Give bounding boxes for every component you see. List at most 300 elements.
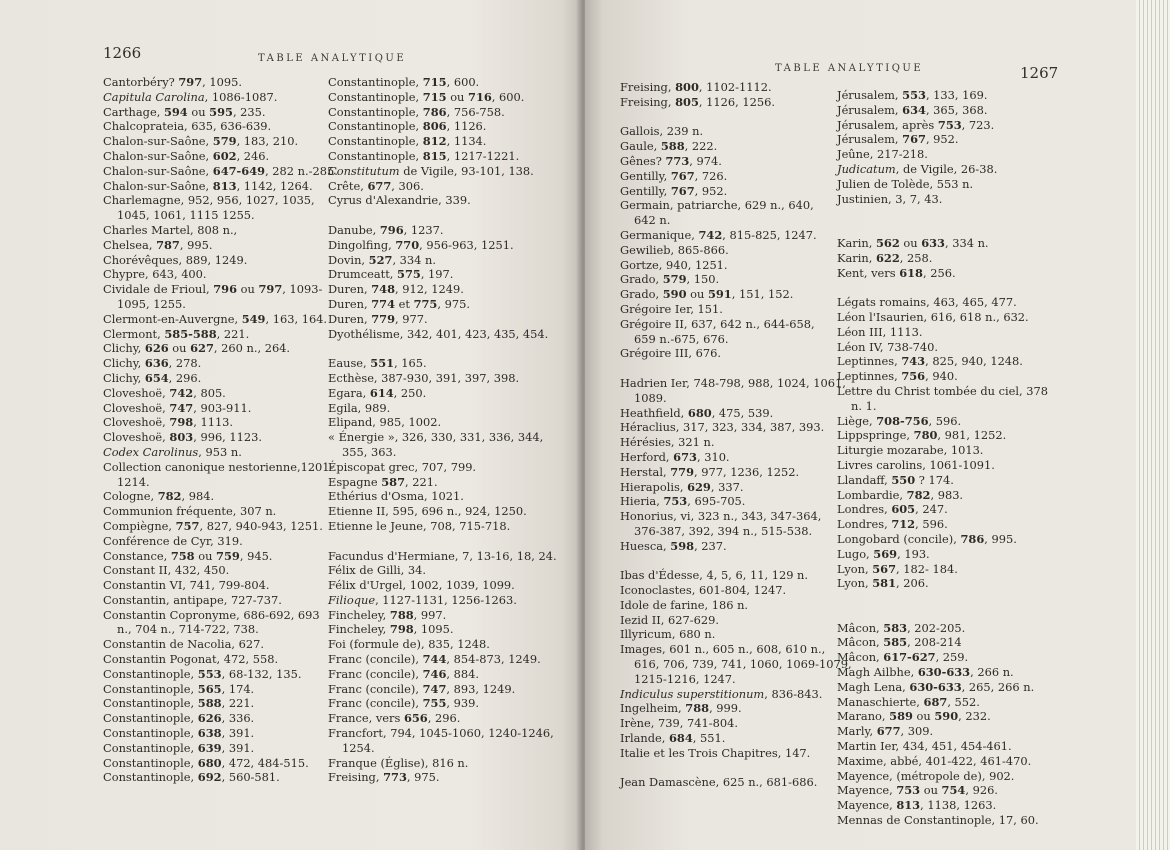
entry-text: Mâcon,: [837, 650, 884, 665]
entry-gap: [837, 206, 1047, 221]
entry-text: et: [395, 296, 414, 311]
entry-pages: , 296.: [168, 370, 202, 385]
index-entry: [103, 253, 323, 268]
index-entry: [328, 622, 568, 637]
entry-pages: , 163, 164.: [265, 311, 328, 326]
index-entry: [620, 450, 835, 465]
index-entry: [620, 243, 835, 258]
index-entry: [837, 458, 1047, 473]
entry-text: Espagne: [328, 474, 382, 489]
index-entry: [328, 356, 568, 371]
entry-pages: , 296.: [427, 711, 461, 726]
entry-pages: , 903-911.: [193, 400, 252, 415]
index-entry: [103, 75, 323, 90]
entry-text: Léon IV, 738-740.: [837, 339, 939, 354]
entry-text: Clichy,: [103, 370, 145, 385]
entry-text: Grado,: [620, 287, 663, 302]
entry-year: 647-649: [212, 163, 266, 178]
entry-pages: , 805.: [193, 385, 226, 400]
index-entry: [103, 163, 338, 179]
entry-text: Crête,: [328, 178, 368, 193]
entry-pages: , 278.: [168, 356, 202, 371]
entry-pages: , 1113.: [193, 415, 234, 430]
index-entry: [103, 105, 323, 120]
index-entry: [103, 519, 323, 534]
index-entry: [328, 711, 568, 726]
entry-text: Constantinople,: [328, 119, 423, 134]
entry-text: Mennas de Constantinople, 17, 60.: [837, 813, 1039, 828]
index-entry: [837, 266, 1047, 281]
entry-text: Mayence, (métropole de), 902.: [837, 768, 1015, 783]
entry-year: 636: [144, 356, 169, 371]
entry-text: Lippspringe,: [837, 428, 914, 443]
entry-text: 1045, 1061, 1115 1255.: [117, 208, 255, 223]
entry-pages: , 306.: [391, 178, 424, 193]
index-entry: [328, 327, 568, 342]
index-column-left-2: [328, 75, 568, 785]
entry-year: 775: [413, 296, 438, 311]
index-entry: [328, 297, 568, 312]
entry-pages: , 952.: [694, 183, 728, 198]
index-entry: [103, 682, 323, 697]
entry-text: Hadrien Ier, 748-798, 988, 1024, 1061,: [620, 375, 846, 390]
entry-pages: , 221.: [221, 696, 255, 711]
index-entry: [328, 238, 568, 253]
entry-year: 815: [422, 148, 447, 163]
entry-text: Chorévêques, 889, 1249.: [103, 252, 248, 267]
index-entry: [837, 562, 1047, 577]
entry-year: 712: [891, 517, 916, 532]
entry-text: Franque (Église), 816 n.: [328, 755, 469, 770]
entry-text: Constance,: [103, 548, 171, 563]
entry-text: Irène, 739, 741-804.: [620, 716, 738, 731]
entry-text: Mayence,: [837, 798, 897, 813]
entry-text: Constantinople,: [103, 755, 198, 770]
entry-text: Grado,: [620, 272, 663, 287]
entry-gap: [837, 221, 1047, 236]
entry-text: Constantinople,: [103, 770, 198, 785]
index-entry: [328, 223, 568, 238]
index-entry-continuation: [620, 524, 835, 539]
index-entry: [620, 494, 835, 509]
entry-year: 755: [422, 696, 447, 711]
entry-pages: , 232.: [958, 709, 991, 724]
entry-text: Maxime, abbé, 401-422, 461-470.: [837, 753, 1032, 768]
entry-pages: , 560-581.: [221, 770, 280, 785]
entry-year: 756: [901, 369, 926, 384]
entry-text: 355, 363.: [342, 444, 397, 459]
entry-text: ou: [168, 341, 191, 356]
index-entry: [328, 519, 568, 534]
index-entry: [103, 193, 323, 208]
index-entry: [620, 154, 835, 169]
entry-pages: , 552.: [947, 694, 980, 709]
index-entry: [328, 401, 568, 416]
entry-pages: , 1142, 1264.: [236, 178, 313, 193]
entry-pages: , 1102-1112.: [698, 80, 772, 94]
entry-year: 590: [662, 287, 687, 302]
entry-pages: , 1086-1087.: [204, 89, 278, 104]
entry-pages: , 975.: [406, 770, 440, 785]
index-entry: [328, 460, 568, 475]
index-entry: [328, 489, 568, 504]
entry-text: Légats romains, 463, 465, 477.: [837, 295, 1017, 310]
entry-text: Grégoire II, 637, 642 n., 644-658,: [620, 316, 815, 331]
index-entry-continuation: [620, 672, 835, 687]
entry-year: 585: [883, 635, 908, 650]
entry-pages: , 854-873, 1249.: [446, 652, 541, 667]
entry-year: 589: [889, 709, 913, 724]
entry-year: 579: [662, 272, 687, 287]
entry-year: 638: [197, 726, 222, 741]
index-entry: [837, 576, 1047, 591]
entry-text: 376-387, 392, 394 n., 515-538.: [634, 523, 813, 538]
index-entry: [328, 415, 568, 430]
index-column-right-2: [837, 88, 1047, 828]
entry-gap: [837, 591, 1047, 606]
entry-year: 630-633: [909, 679, 962, 694]
entry-pages: , 197.: [420, 267, 454, 282]
entry-pages: , 250.: [393, 385, 427, 400]
index-entry: [837, 88, 1047, 103]
entry-pages: , 208-214: [907, 635, 962, 650]
index-entry: [837, 709, 1047, 724]
index-entry: [837, 325, 1047, 340]
index-column-right-1: [620, 80, 852, 790]
entry-pages: , 1127-1131, 1256-1263.: [375, 592, 517, 607]
entry-text: Constantinople,: [103, 666, 198, 681]
index-entry: [103, 341, 323, 356]
entry-pages: , 202-205.: [907, 620, 966, 635]
entry-year: 757: [175, 518, 200, 533]
index-entry: [837, 132, 1047, 147]
entry-text: Dingolfing,: [328, 237, 396, 252]
entry-pages: , 133, 169.: [925, 88, 988, 102]
entry-text: Marano,: [837, 709, 890, 724]
index-entry: [328, 134, 568, 149]
index-entry: [837, 147, 1047, 162]
index-entry: [620, 198, 835, 213]
index-entry: [620, 169, 835, 184]
entry-year: 754: [941, 783, 966, 798]
entry-year: 595: [209, 104, 233, 119]
index-entry: [620, 139, 835, 154]
running-head-left: TABLE ANALYTIQUE: [258, 53, 407, 64]
entry-text: Charlemagne, 952, 956, 1027, 1035,: [103, 193, 315, 208]
index-entry: [620, 346, 835, 361]
entry-pages: , 1217-1221.: [446, 148, 520, 163]
entry-pages: , 334 n.: [944, 235, 989, 250]
entry-year: 598: [670, 538, 695, 553]
entry-year: 759: [216, 548, 240, 563]
entry-pages: , 1095.: [413, 622, 454, 637]
entry-year: 585-588: [164, 326, 217, 341]
entry-text: Lombardie,: [837, 487, 907, 502]
entry-text: Egila, 989.: [328, 400, 391, 415]
index-entry: [103, 459, 334, 475]
entry-text: Constantinople,: [328, 148, 423, 163]
entry-text: Lyon,: [837, 561, 873, 576]
entry-year: 779: [670, 464, 694, 479]
entry-text: ou: [237, 282, 259, 297]
page-edge: [1136, 0, 1170, 850]
entry-text: Idole de farine, 186 n.: [620, 597, 749, 612]
index-entry: [620, 80, 835, 95]
index-entry: [328, 475, 568, 490]
entry-gap: [328, 208, 568, 223]
entry-year: 588: [660, 139, 685, 154]
entry-pages: , 596.: [928, 413, 962, 428]
index-entry: [837, 547, 1047, 562]
entry-text: Franc (concile),: [328, 696, 423, 711]
entry-year: 767: [670, 168, 695, 183]
index-entry: [328, 253, 568, 268]
entry-text: France, vers: [328, 711, 404, 726]
index-entry: [620, 420, 835, 435]
entry-text: Etienne le Jeune, 708, 715-718.: [328, 518, 511, 533]
entry-pages: , 977, 1236, 1252.: [694, 464, 800, 479]
entry-text: Constantinople,: [328, 134, 423, 149]
entry-year: 639: [197, 740, 222, 755]
entry-pages: , 337.: [710, 479, 744, 494]
index-entry: [620, 317, 835, 332]
entry-pages: , 1138, 1263.: [920, 798, 997, 813]
entry-year: 716: [468, 89, 492, 104]
index-entry-continuation: [620, 657, 852, 672]
entry-year: 715: [422, 89, 447, 104]
index-entry: [620, 124, 835, 139]
entry-gap: [620, 361, 835, 376]
entry-year: 788: [685, 701, 710, 716]
entry-text: Gênes?: [620, 153, 666, 168]
entry-text: Constantinople,: [103, 696, 198, 711]
index-entry: [103, 386, 323, 401]
index-entry: [103, 578, 323, 593]
index-entry: [328, 652, 568, 667]
entry-year: 565: [197, 681, 222, 696]
index-entry: [103, 563, 323, 578]
entry-year: 622: [875, 250, 900, 265]
entry-gap: [837, 280, 1047, 295]
entry-text: Elipand, 985, 1002.: [328, 415, 442, 430]
index-entry: [328, 563, 568, 578]
entry-text: ou: [686, 287, 708, 302]
index-entry: [837, 473, 1047, 488]
entry-pages: , 956-963, 1251.: [419, 237, 514, 252]
entry-pages: , 391.: [221, 726, 255, 741]
entry-text: Constantin Copronyme, 686-692, 693: [103, 607, 320, 622]
entry-text: 1095, 1255.: [117, 296, 186, 311]
entry-text: Images, 601 n., 605 n., 608, 610 n.,: [620, 642, 826, 657]
entry-pages: , 551.: [692, 731, 726, 746]
entry-text: Lyon,: [837, 576, 873, 591]
entry-year: 550: [891, 472, 916, 487]
index-entry: [837, 754, 1047, 769]
entry-pages: , 310.: [696, 449, 730, 464]
entry-year: 805: [675, 94, 699, 109]
index-entry: [103, 593, 323, 608]
entry-pages: , 221.: [405, 474, 438, 489]
entry-text: Duren,: [328, 296, 372, 311]
entry-year: 782: [906, 487, 931, 502]
entry-text: Liège,: [837, 413, 877, 428]
index-entry: [837, 502, 1047, 517]
entry-year: 774: [371, 296, 396, 311]
entry-text: Jeûne, 217-218.: [837, 147, 928, 162]
entry-text: Collection canonique nestorienne,1201-: [103, 459, 334, 474]
entry-text: Félix de Gilli, 34.: [328, 563, 427, 578]
entry-pages: , 926.: [965, 783, 998, 798]
entry-italic-term: Filioque: [328, 592, 376, 607]
index-entry-continuation: [103, 622, 323, 637]
entry-pages: , 836-843.: [764, 686, 823, 701]
entry-pages: , 1093-: [282, 282, 323, 297]
index-entry: [103, 637, 323, 652]
entry-pages: , 981, 1252.: [937, 428, 1007, 443]
index-entry: [837, 118, 1047, 133]
entry-text: Constantinople,: [328, 75, 423, 89]
entry-text: Italie et les Trois Chapitres, 147.: [620, 745, 811, 760]
entry-pages: , 884.: [446, 666, 479, 681]
entry-year: 575: [397, 267, 421, 282]
entry-pages: , 600.: [446, 75, 480, 89]
entry-text: Freising,: [620, 94, 676, 109]
entry-gap: [620, 554, 835, 569]
entry-text: Hierapolis,: [620, 479, 688, 494]
entry-year: 527: [368, 252, 393, 267]
entry-year: 796: [213, 282, 238, 297]
index-entry: [837, 724, 1047, 739]
entry-year: 654: [144, 370, 169, 385]
index-entry: [328, 90, 568, 105]
index-entry: [103, 445, 323, 460]
index-entry: [103, 770, 323, 785]
entry-text: Egara,: [328, 385, 370, 400]
index-entry: [103, 134, 323, 149]
index-entry: [837, 414, 1047, 429]
entry-pages: , 183, 210.: [236, 134, 299, 149]
index-entry: [620, 775, 835, 790]
entry-text: Gentilly,: [620, 168, 671, 183]
entry-text: Duren,: [328, 311, 372, 326]
entry-text: Chelsea,: [103, 237, 157, 252]
entry-text: Iconoclastes, 601-804, 1247.: [620, 583, 787, 598]
index-entry: [103, 430, 323, 445]
entry-year: 617-627: [883, 650, 936, 665]
index-entry: [328, 386, 568, 401]
index-entry: [103, 149, 323, 164]
entry-year: 618: [899, 265, 923, 280]
entry-pages: , 1126, 1256.: [698, 94, 775, 109]
index-entry: [103, 311, 328, 327]
entry-year: 812: [422, 134, 447, 149]
entry-pages: , 945.: [239, 548, 273, 563]
index-entry: [103, 696, 323, 711]
index-entry: [328, 75, 568, 90]
entry-year: 553: [902, 88, 926, 102]
index-entry: [103, 179, 323, 194]
index-entry: [620, 583, 835, 598]
index-entry: [620, 598, 835, 613]
entry-text: Cloveshoë,: [103, 430, 170, 445]
index-entry: [837, 680, 1047, 695]
entry-text: ou: [187, 104, 210, 119]
index-entry: [328, 119, 568, 134]
entry-text: Conférence de Cyr, 319.: [103, 533, 243, 548]
entry-text: Chalon-sur-Saône,: [103, 163, 213, 178]
entry-text: Cologne,: [103, 489, 158, 504]
index-entry: [837, 354, 1047, 369]
entry-text: Cloveshoë,: [103, 415, 170, 430]
entry-text: Freising,: [328, 770, 384, 785]
entry-text: Leptinnes,: [837, 354, 902, 369]
entry-year: 633: [921, 235, 945, 250]
index-entry: [837, 103, 1047, 118]
entry-text: Constantinople,: [328, 104, 423, 119]
entry-text: Freising,: [620, 80, 676, 94]
entry-year: 753: [663, 494, 688, 509]
entry-pages: , 237.: [694, 538, 727, 553]
entry-gap: [837, 606, 1047, 621]
entry-year: 773: [383, 770, 407, 785]
entry-pages: , 259.: [935, 650, 969, 665]
entry-text: Germain, patriarche, 629 n., 640,: [620, 198, 814, 213]
index-entry: [620, 716, 835, 731]
entry-pages: , 235.: [232, 104, 266, 119]
entry-year: 627: [190, 341, 214, 356]
entry-year: 800: [675, 80, 699, 94]
entry-text: Fincheley,: [328, 607, 390, 622]
index-entry: [837, 177, 1047, 192]
index-entry-continuation: [328, 445, 568, 460]
entry-year: 744: [422, 652, 447, 667]
entry-text: Drumceatt,: [328, 267, 398, 282]
entry-year: 787: [156, 237, 180, 252]
entry-pages: , 1126.: [446, 119, 487, 134]
entry-text: Clermont-en-Auvergne,: [103, 311, 242, 326]
entry-italic-term: Indiculus superstitionum: [620, 686, 765, 701]
index-entry: [103, 90, 323, 105]
index-entry: [620, 406, 835, 421]
entry-text: Llandaff,: [837, 472, 892, 487]
index-entry: [837, 162, 1047, 177]
entry-pages: , 68-132, 135.: [221, 666, 302, 681]
entry-text: Germanique,: [620, 227, 699, 242]
index-entry: [328, 149, 568, 164]
index-entry: [328, 105, 568, 120]
index-entry: [837, 798, 1047, 813]
entry-text: Dyothélisme, 342, 401, 423, 435, 454.: [328, 326, 549, 341]
entry-year: 708-756: [876, 413, 929, 428]
index-entry: [837, 695, 1047, 710]
entry-pages: , 260 n., 264.: [213, 341, 291, 356]
index-entry: [328, 770, 568, 785]
index-entry: [103, 223, 323, 238]
entry-text: Gewilieb, 865-866.: [620, 242, 729, 257]
index-entry: [837, 517, 1047, 532]
index-entry: [103, 711, 323, 726]
entry-text: 616, 706, 739, 741, 1060, 1069-1079,: [634, 657, 852, 672]
entry-text: Duren,: [328, 282, 372, 297]
index-entry: [620, 687, 835, 702]
index-entry: [328, 549, 568, 564]
entry-text: Grégoire Ier, 151.: [620, 301, 723, 316]
index-entry: [837, 384, 1047, 399]
index-entry: [328, 193, 568, 208]
index-entry-continuation: [103, 208, 323, 223]
entry-pages: , 893, 1249.: [446, 681, 516, 696]
entry-text: ou: [446, 89, 469, 104]
